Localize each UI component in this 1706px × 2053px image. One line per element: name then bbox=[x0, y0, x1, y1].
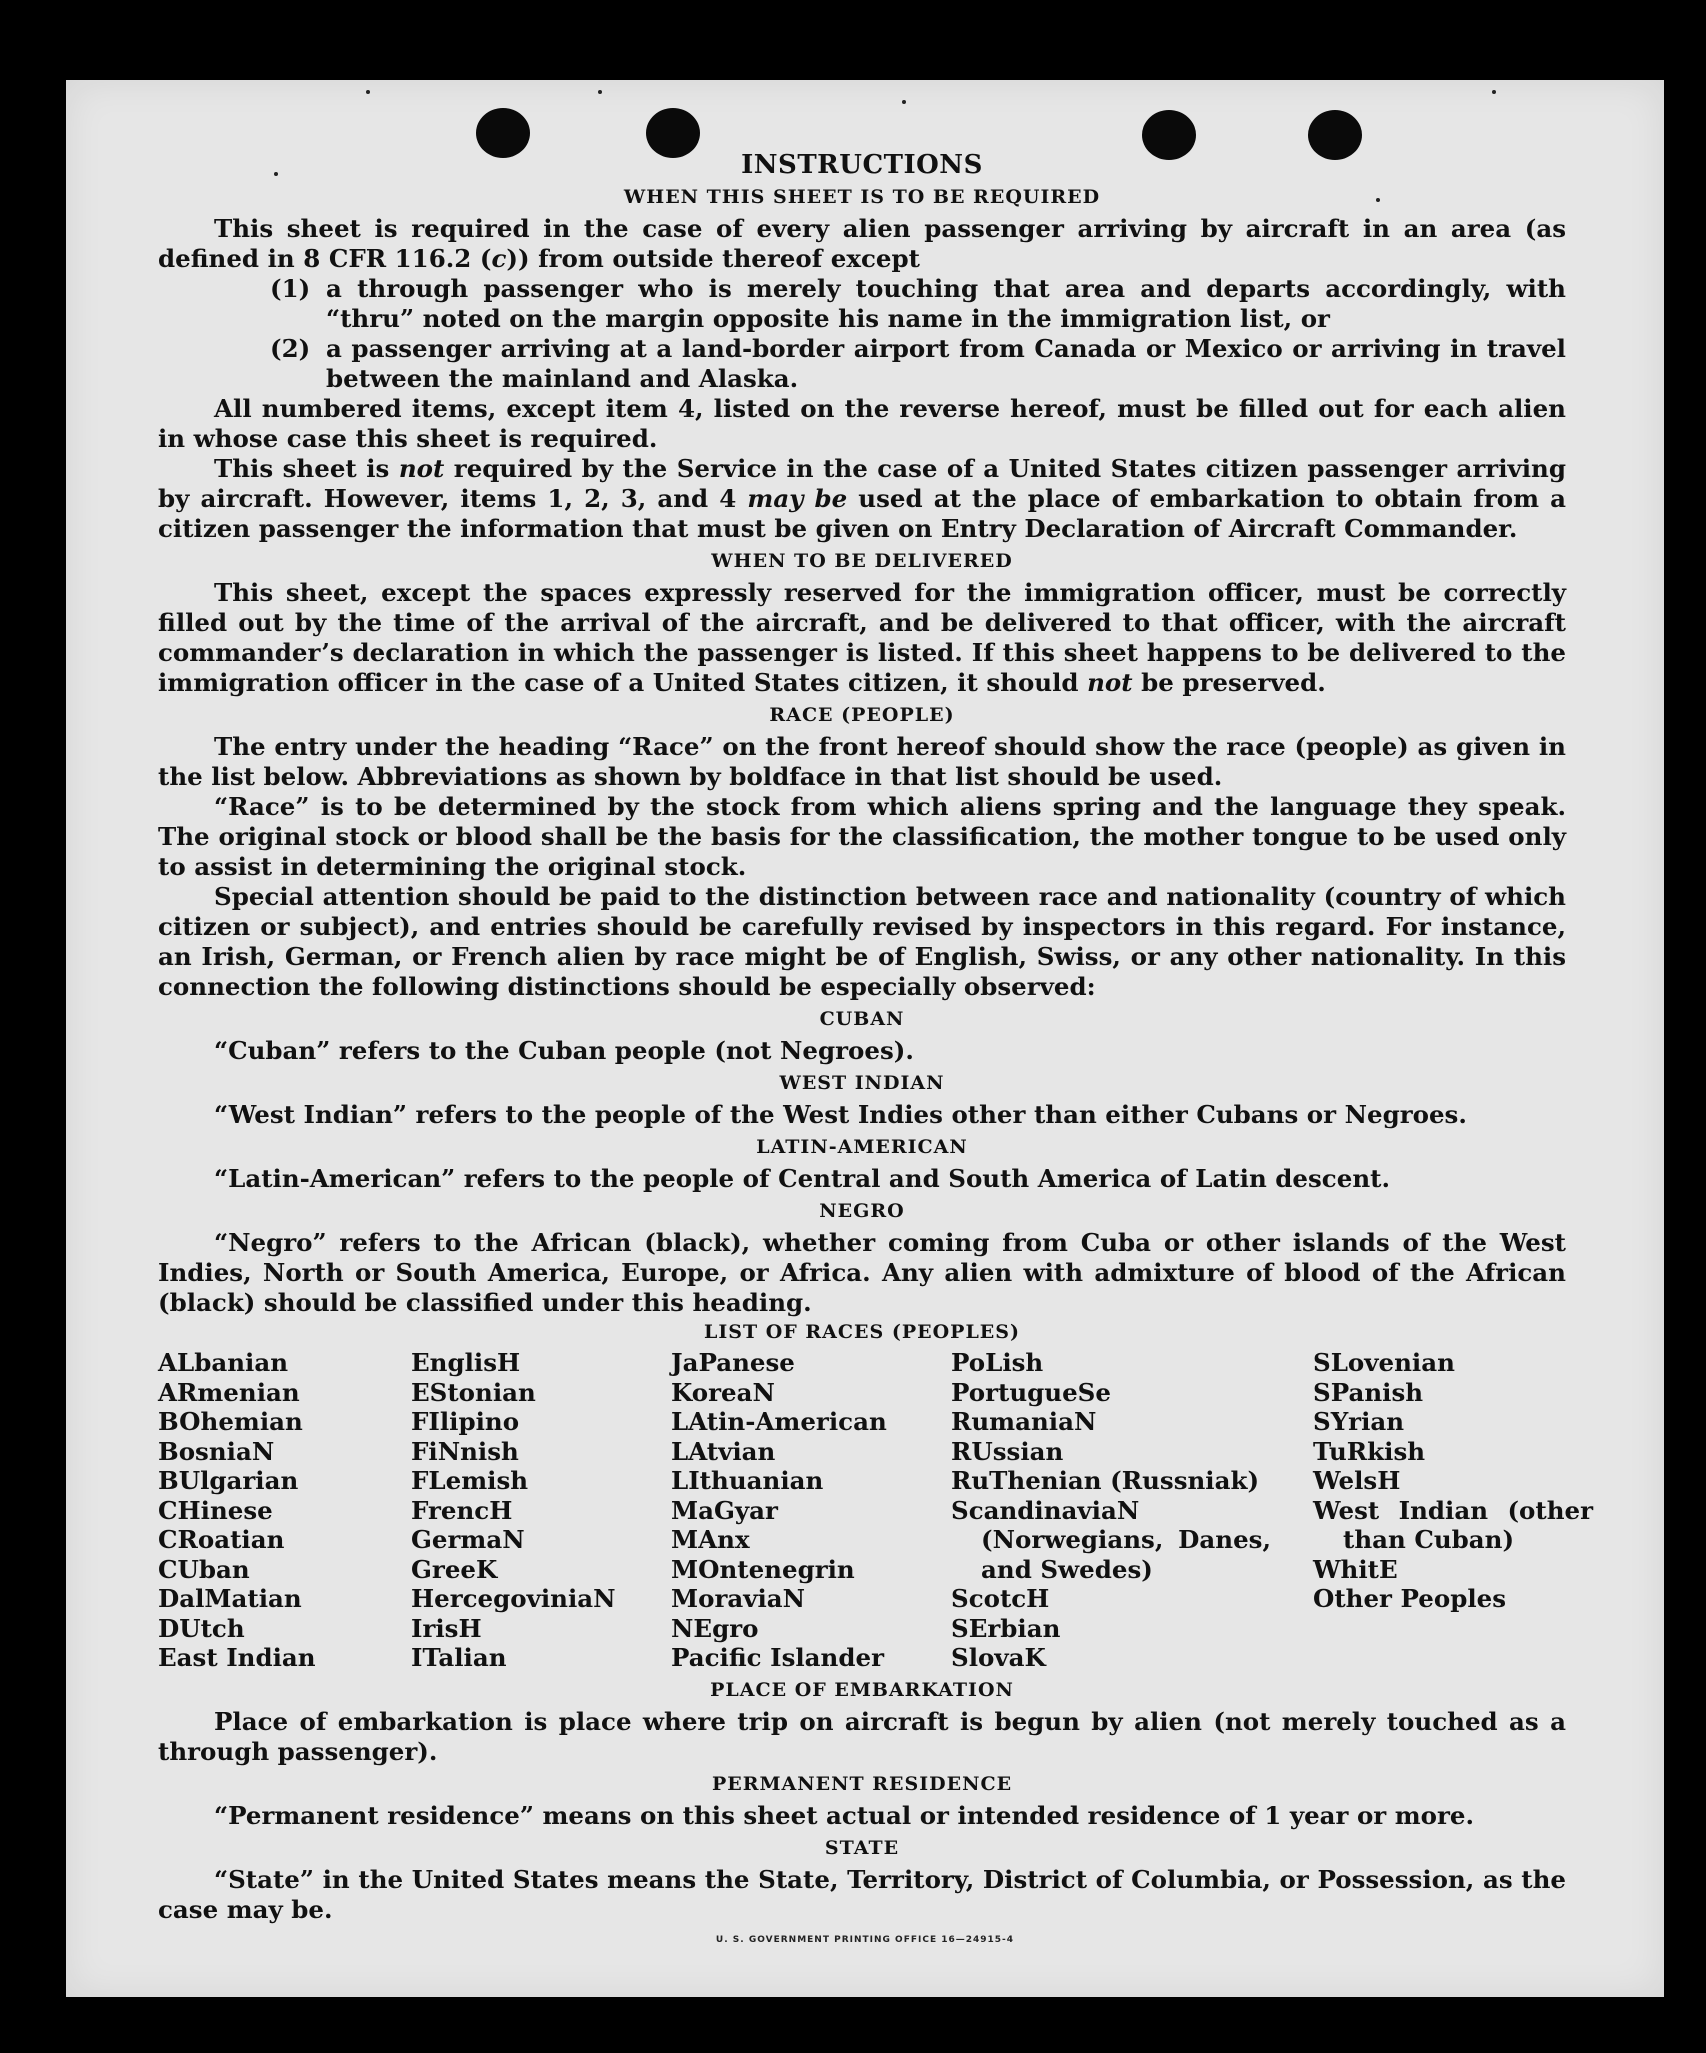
section-heading: WHEN TO BE DELIVERED bbox=[711, 550, 1013, 572]
race-entry: CHinese bbox=[158, 1495, 273, 1525]
race-entry: East Indian bbox=[158, 1643, 316, 1672]
race-entry: LIthuanian bbox=[671, 1466, 824, 1495]
section-heading: NEGRO bbox=[819, 1200, 905, 1222]
section-heading: CUBAN bbox=[819, 1008, 905, 1030]
race-entry: SlovaK bbox=[951, 1643, 1046, 1672]
race-entry: JaPanese bbox=[671, 1348, 795, 1377]
section-heading: LIST OF RACES (PEOPLES) bbox=[704, 1321, 1020, 1343]
item-number: (2) bbox=[270, 334, 311, 363]
paragraph: This sheet is not required by the Service in the case of a United States citizen passenger arriving by aircraft. However, items 1, 2, 3, and 4 may be used at the place of embarkation to obtain from a citizen passenger the information that must be given on Entry Declaration of Aircraft Commander. bbox=[158, 454, 1567, 543]
paragraph: “State” in the United States means the State, Territory, District of Columbia, or Possession, as the case may be. bbox=[158, 1864, 1566, 1924]
race-entry: MOntenegrin bbox=[671, 1554, 855, 1584]
race-entry: SYrian bbox=[1313, 1407, 1405, 1436]
race-entry: ScotcH bbox=[951, 1584, 1050, 1613]
item-text: a through passenger who is merely touching that area and departs accordingly, with “thru” noted on the margin opposite his name in the immigration list, or bbox=[326, 274, 1566, 333]
paragraph: The entry under the heading “Race” on the front hereof should show the race (people) as given in the list below. Abbreviations as shown by boldface in that list should be used. bbox=[158, 732, 1566, 791]
race-entry: FIlipino bbox=[411, 1407, 520, 1436]
race-entry: MaGyar bbox=[671, 1495, 778, 1525]
race-entry: LAtin-American bbox=[671, 1407, 887, 1436]
paragraph: “West Indian” refers to the people of the West Indies other than either Cubans or Negroes. bbox=[214, 1100, 1467, 1129]
race-entry: ALbanian bbox=[158, 1348, 289, 1377]
race-entry: SPanish bbox=[1313, 1377, 1424, 1407]
item-number: (1) bbox=[270, 274, 311, 303]
race-entry: FrencH bbox=[411, 1495, 513, 1525]
race-column bbox=[1313, 1348, 1593, 1673]
race-entry: PortugueSe bbox=[951, 1377, 1111, 1407]
section-heading: LATIN-AMERICAN bbox=[756, 1136, 968, 1158]
race-entry: MAnx bbox=[671, 1525, 750, 1554]
speck bbox=[1492, 90, 1496, 94]
race-entry: GreeK bbox=[411, 1554, 498, 1584]
paragraph: “Negro” refers to the African (black), whether coming from Cuba or other islands of the West Indies, North or South America, Europe, or Africa. Any alien with admixture of blood of the African (black) should be classified under this heading. bbox=[158, 1228, 1566, 1317]
race-entry: GermaN bbox=[411, 1525, 525, 1554]
race-entry: EnglisH bbox=[411, 1348, 521, 1377]
speck bbox=[902, 100, 906, 104]
document-body bbox=[158, 150, 1593, 1925]
speck bbox=[598, 90, 602, 94]
race-entry: ITalian bbox=[411, 1643, 507, 1672]
race-list bbox=[158, 1348, 1593, 1673]
race-entry: WelsH bbox=[1313, 1466, 1401, 1495]
race-entry: EStonian bbox=[411, 1377, 536, 1407]
race-entry: RuThenian (Russniak) bbox=[951, 1466, 1260, 1495]
exception-item bbox=[158, 274, 1566, 334]
race-entry: HercegoviniaN bbox=[411, 1584, 616, 1613]
race-column bbox=[158, 1348, 411, 1673]
section-heading: STATE bbox=[824, 1836, 900, 1859]
race-entry: WhitE bbox=[1313, 1554, 1398, 1584]
race-entry: TuRkish bbox=[1313, 1436, 1426, 1466]
race-entry: SErbian bbox=[951, 1613, 1061, 1643]
race-entry: ScandinaviaN (Norwegians, Danes, and Swedes) bbox=[951, 1495, 1271, 1584]
race-entry: LAtvian bbox=[671, 1436, 776, 1466]
race-entry: RumaniaN bbox=[951, 1407, 1097, 1436]
race-entry: BUlgarian bbox=[158, 1466, 299, 1495]
race-entry: Pacific Islander bbox=[671, 1643, 884, 1672]
document-page bbox=[66, 80, 1664, 1997]
section-heading: WHEN THIS SHEET IS TO BE REQUIRED bbox=[623, 186, 1101, 208]
section-heading: WEST INDIAN bbox=[779, 1072, 945, 1094]
race-entry: NEgro bbox=[671, 1613, 759, 1643]
race-entry: MoraviaN bbox=[671, 1584, 806, 1613]
item-text: a passenger arriving at a land-border airport from Canada or Mexico or arriving in travel between the mainland and Alaska. bbox=[326, 334, 1566, 393]
race-entry: West Indian (other than Cuban) bbox=[1313, 1495, 1593, 1554]
race-entry: SLovenian bbox=[1313, 1348, 1455, 1377]
race-entry: RUssian bbox=[951, 1436, 1064, 1466]
paragraph: This sheet is required in the case of every alien passenger arriving by aircraft in an area (as defined in 8 CFR 116.2 (c)) from outside thereof except bbox=[158, 214, 1566, 273]
race-entry: CUban bbox=[158, 1554, 250, 1584]
speck bbox=[366, 90, 370, 94]
race-column bbox=[411, 1348, 671, 1673]
race-entry: IrisH bbox=[411, 1613, 482, 1643]
race-column bbox=[671, 1348, 951, 1673]
section-heading: PLACE OF EMBARKATION bbox=[710, 1678, 1014, 1701]
paragraph: Special attention should be paid to the distinction between race and nationality (country of which citizen or subject), and entries should be carefully revised by inspectors in this regard. For instance, an Irish, German, or French alien by race might be of English, Swiss, or any other nationality. In this connection the following distinctions should be especially observed: bbox=[158, 882, 1566, 1001]
race-column bbox=[951, 1348, 1313, 1673]
race-entry: BOhemian bbox=[158, 1407, 303, 1436]
race-entry: CRoatian bbox=[158, 1525, 285, 1554]
section-heading: PERMANENT RESIDENCE bbox=[711, 1772, 1013, 1795]
paragraph: All numbered items, except item 4, listed on the reverse hereof, must be filled out for each alien in whose case this sheet is required. bbox=[158, 394, 1566, 453]
race-entry: DUtch bbox=[158, 1613, 245, 1643]
race-entry: FLemish bbox=[411, 1466, 529, 1495]
paragraph: “Permanent residence” means on this sheet actual or intended residence of 1 year or more. bbox=[214, 1800, 1475, 1830]
race-entry: FiNnish bbox=[411, 1436, 519, 1466]
paragraph: This sheet, except the spaces expressly reserved for the immigration officer, must be correctly filled out by the time of the arrival of the aircraft, and be delivered to that officer, with the aircraft commander’s declaration in which the passenger is listed. If this sheet happens to be delivered to the immigration officer in the case of a United States citizen, it should not be preserved. bbox=[158, 578, 1566, 697]
paragraph: Place of embarkation is place where trip on aircraft is begun by alien (not merely touched as a through passenger). bbox=[158, 1706, 1566, 1766]
race-entry: Other Peoples bbox=[1313, 1584, 1507, 1613]
race-entry: BosniaN bbox=[158, 1436, 275, 1466]
paragraph: “Latin-American” refers to the people of Central and South America of Latin descent. bbox=[214, 1164, 1390, 1193]
section-heading: RACE (PEOPLE) bbox=[769, 704, 955, 726]
document-title: INSTRUCTIONS bbox=[741, 150, 983, 180]
race-entry: DalMatian bbox=[158, 1584, 302, 1613]
race-entry: PoLish bbox=[951, 1348, 1044, 1377]
race-entry: KoreaN bbox=[671, 1377, 775, 1407]
printer-imprint: U. S. GOVERNMENT PRINTING OFFICE 16—24915-4 bbox=[715, 1935, 1015, 1945]
paragraph: “Race” is to be determined by the stock from which aliens spring and the language they speak. The original stock or blood shall be the basis for the classification, the mother tongue to be used only to assist in determining the original stock. bbox=[158, 792, 1566, 881]
race-entry: ARmenian bbox=[158, 1377, 300, 1407]
paragraph: “Cuban” refers to the Cuban people (not Negroes). bbox=[214, 1036, 914, 1065]
exception-item bbox=[158, 334, 1566, 394]
